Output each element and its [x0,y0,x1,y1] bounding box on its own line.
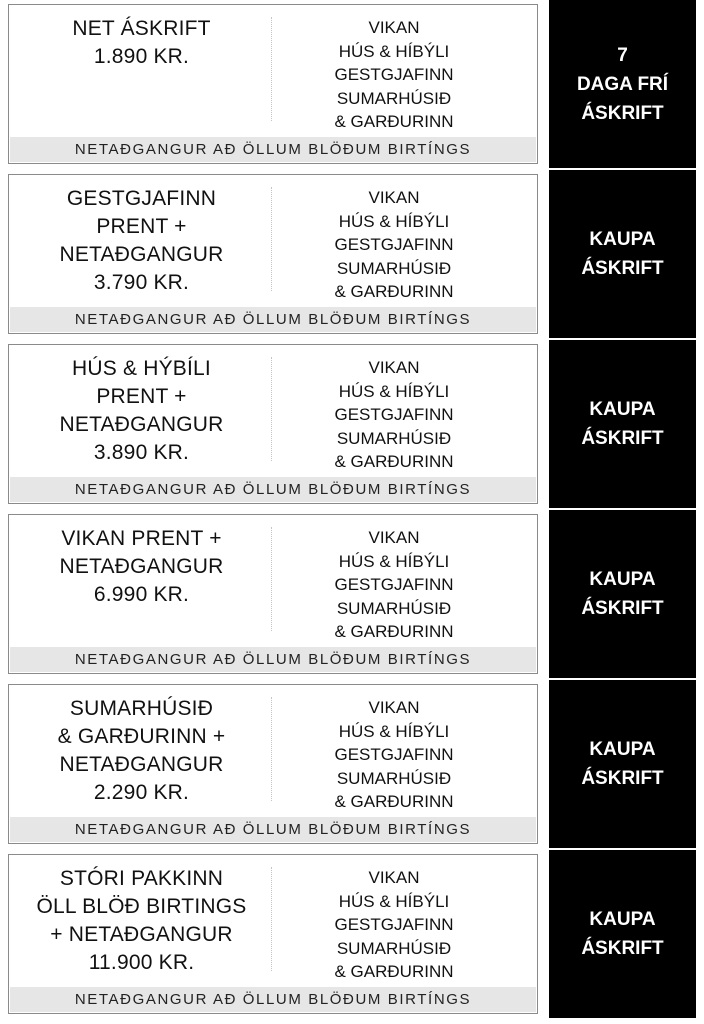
subscribe-button[interactable]: 7 DAGA FRÍ ÁSKRIFT [549,0,696,168]
magazine-name: VIKAN [368,358,420,377]
magazine-name: HÚS & HÍBÝLI [338,721,450,741]
magazine-name: SUMARHÚSIÐ [336,428,452,448]
plan-footer-note: NETAÐGANGUR AÐ ÖLLUM BLÖÐUM BIRTÍNGS [10,647,536,672]
magazine-name: GESTGJAFINN [334,405,454,424]
plan-card [8,854,538,1014]
magazine-name: SUMARHÚSIÐ [336,938,452,958]
magazine-name: VIKAN [368,188,420,207]
plan-title-and-price: GESTGJAFINN PRENT + NETAÐGANGUR 3.790 KR. [59,187,224,294]
subscribe-button[interactable]: KAUPA ÁSKRIFT [549,170,696,338]
subscribe-button[interactable]: KAUPA ÁSKRIFT [549,850,696,1018]
magazine-name: VIKAN [368,868,420,887]
plan-footer-note: NETAÐGANGUR AÐ ÖLLUM BLÖÐUM BIRTÍNGS [10,307,536,332]
magazine-name: & GARÐURINN [334,622,454,641]
included-magazines-list [309,866,479,984]
plan-footer-note: NETAÐGANGUR AÐ ÖLLUM BLÖÐUM BIRTÍNGS [10,987,536,1012]
plan-footer-note: NETAÐGANGUR AÐ ÖLLUM BLÖÐUM BIRTÍNGS [10,477,536,502]
magazine-name: HÚS & HÍBÝLI [338,551,450,571]
magazine-name: GESTGJAFINN [334,235,454,254]
magazine-name: & GARÐURINN [334,962,454,981]
subscription-plan [8,854,696,1018]
magazine-name: SUMARHÚSIÐ [336,258,452,278]
plan-title-and-price: STÓRI PAKKINN ÖLL BLÖÐ BIRTINGS + NETAÐGANGUR 11.900 KR. [36,867,247,974]
magazine-name: HÚS & HÍBÝLI [338,891,450,911]
magazine-name: GESTGJAFINN [334,65,454,84]
magazine-name: GESTGJAFINN [334,745,454,764]
magazine-name: & GARÐURINN [334,112,454,131]
included-magazines-list [309,16,479,134]
magazine-name: SUMARHÚSIÐ [336,88,452,108]
dotted-divider [271,697,272,801]
subscription-plan [8,4,696,168]
magazine-name: & GARÐURINN [334,792,454,811]
plan-card [8,344,538,504]
plan-card [8,174,538,334]
plan-footer-note: NETAÐGANGUR AÐ ÖLLUM BLÖÐUM BIRTÍNGS [10,817,536,842]
magazine-name: VIKAN [368,528,420,547]
plan-card [8,514,538,674]
magazine-name: VIKAN [368,698,420,717]
included-magazines-list [309,696,479,814]
plan-card [8,4,538,164]
subscription-plan [8,684,696,848]
magazine-name: SUMARHÚSIÐ [336,598,452,618]
subscription-plan [8,514,696,678]
subscribe-button[interactable]: KAUPA ÁSKRIFT [549,340,696,508]
plan-title-and-price: VIKAN PRENT + NETAÐGANGUR 6.990 KR. [59,527,224,606]
magazine-name: HÚS & HÍBÝLI [338,211,450,231]
included-magazines-list [309,356,479,474]
dotted-divider [271,867,272,971]
magazine-name: GESTGJAFINN [334,915,454,934]
dotted-divider [271,527,272,631]
dotted-divider [271,357,272,461]
magazine-name: GESTGJAFINN [334,575,454,594]
plan-title-and-price: NET ÁSKRIFT 1.890 KR. [72,17,211,68]
magazine-name: & GARÐURINN [334,282,454,301]
magazine-name: & GARÐURINN [334,452,454,471]
magazine-name: HÚS & HÍBÝLI [338,41,450,61]
subscription-plan [8,344,696,508]
included-magazines-list [309,186,479,304]
subscribe-button[interactable]: KAUPA ÁSKRIFT [549,510,696,678]
dotted-divider [271,187,272,291]
subscription-plan [8,174,696,338]
magazine-name: VIKAN [368,18,420,37]
included-magazines-list [309,526,479,644]
magazine-name: SUMARHÚSIÐ [336,768,452,788]
plan-card [8,684,538,844]
dotted-divider [271,17,272,121]
plan-footer-note: NETAÐGANGUR AÐ ÖLLUM BLÖÐUM BIRTÍNGS [10,137,536,162]
plan-title-and-price: HÚS & HÝBÍLI PRENT + NETAÐGANGUR 3.890 KR. [59,357,224,464]
plan-title-and-price: SUMARHÚSIÐ & GARÐURINN + NETAÐGANGUR 2.290 KR. [57,697,226,804]
subscribe-button[interactable]: KAUPA ÁSKRIFT [549,680,696,848]
magazine-name: HÚS & HÍBÝLI [338,381,450,401]
